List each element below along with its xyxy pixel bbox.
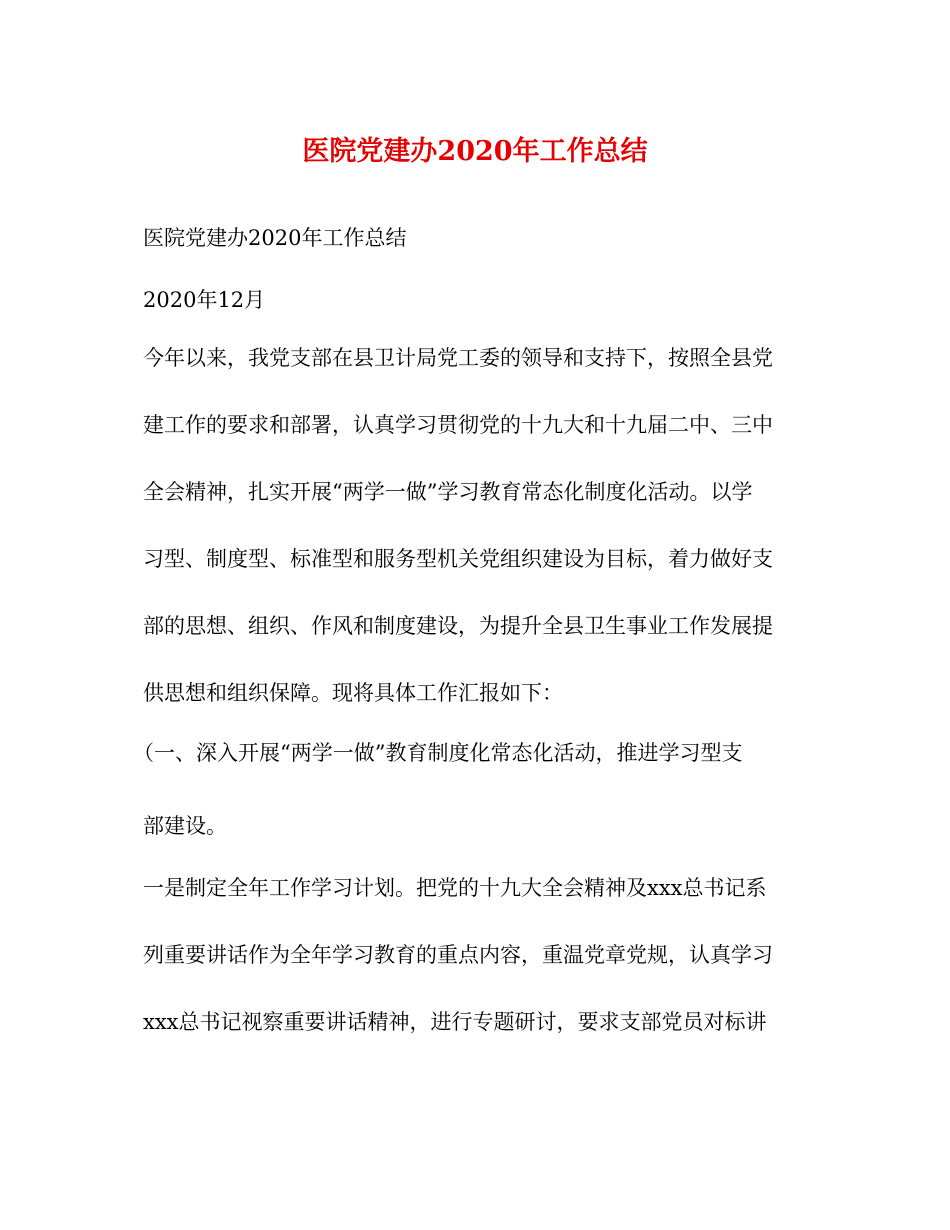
text-line: 全会精神，扎实开展“两学一做”学习教育常态化制度化活动。以学	[143, 480, 753, 504]
text-line: 习型、制度型、标准型和服务型机关党组织建设为目标，着力做好支	[143, 547, 773, 571]
text-line: xxx总书记视察重要讲话精神，进行专题研讨，要求支部党员对标讲	[143, 1010, 767, 1034]
text-line: 一是制定全年工作学习计划。把党的十九大全会精神及xxx总书记系	[143, 876, 767, 900]
text-line: 供思想和组织保障。现将具体工作汇报如下：	[143, 681, 563, 705]
text-line: 列重要讲话作为全年学习教育的重点内容，重温党章党规，认真学习	[143, 943, 773, 967]
text-line: 部的思想、组织、作风和制度建设，为提升全县卫生事业工作发展提	[143, 614, 773, 638]
text-line: 今年以来，我党支部在县卫计局党工委的领导和支持下，按照全县党	[143, 346, 773, 370]
text-line: 2020年12月	[143, 288, 266, 312]
text-line: 医院党建办2020年工作总结	[143, 226, 407, 250]
text-line: 部建设。	[143, 814, 227, 838]
section-heading-line: （一、深入开展“两学一做”教育制度化常态化活动，推进学习型支	[133, 741, 743, 765]
document-title: 医院党建办2020年工作总结	[302, 136, 648, 167]
text-line: 建工作的要求和部署，认真学习贯彻党的十九大和十九届二中、三中	[143, 413, 773, 437]
